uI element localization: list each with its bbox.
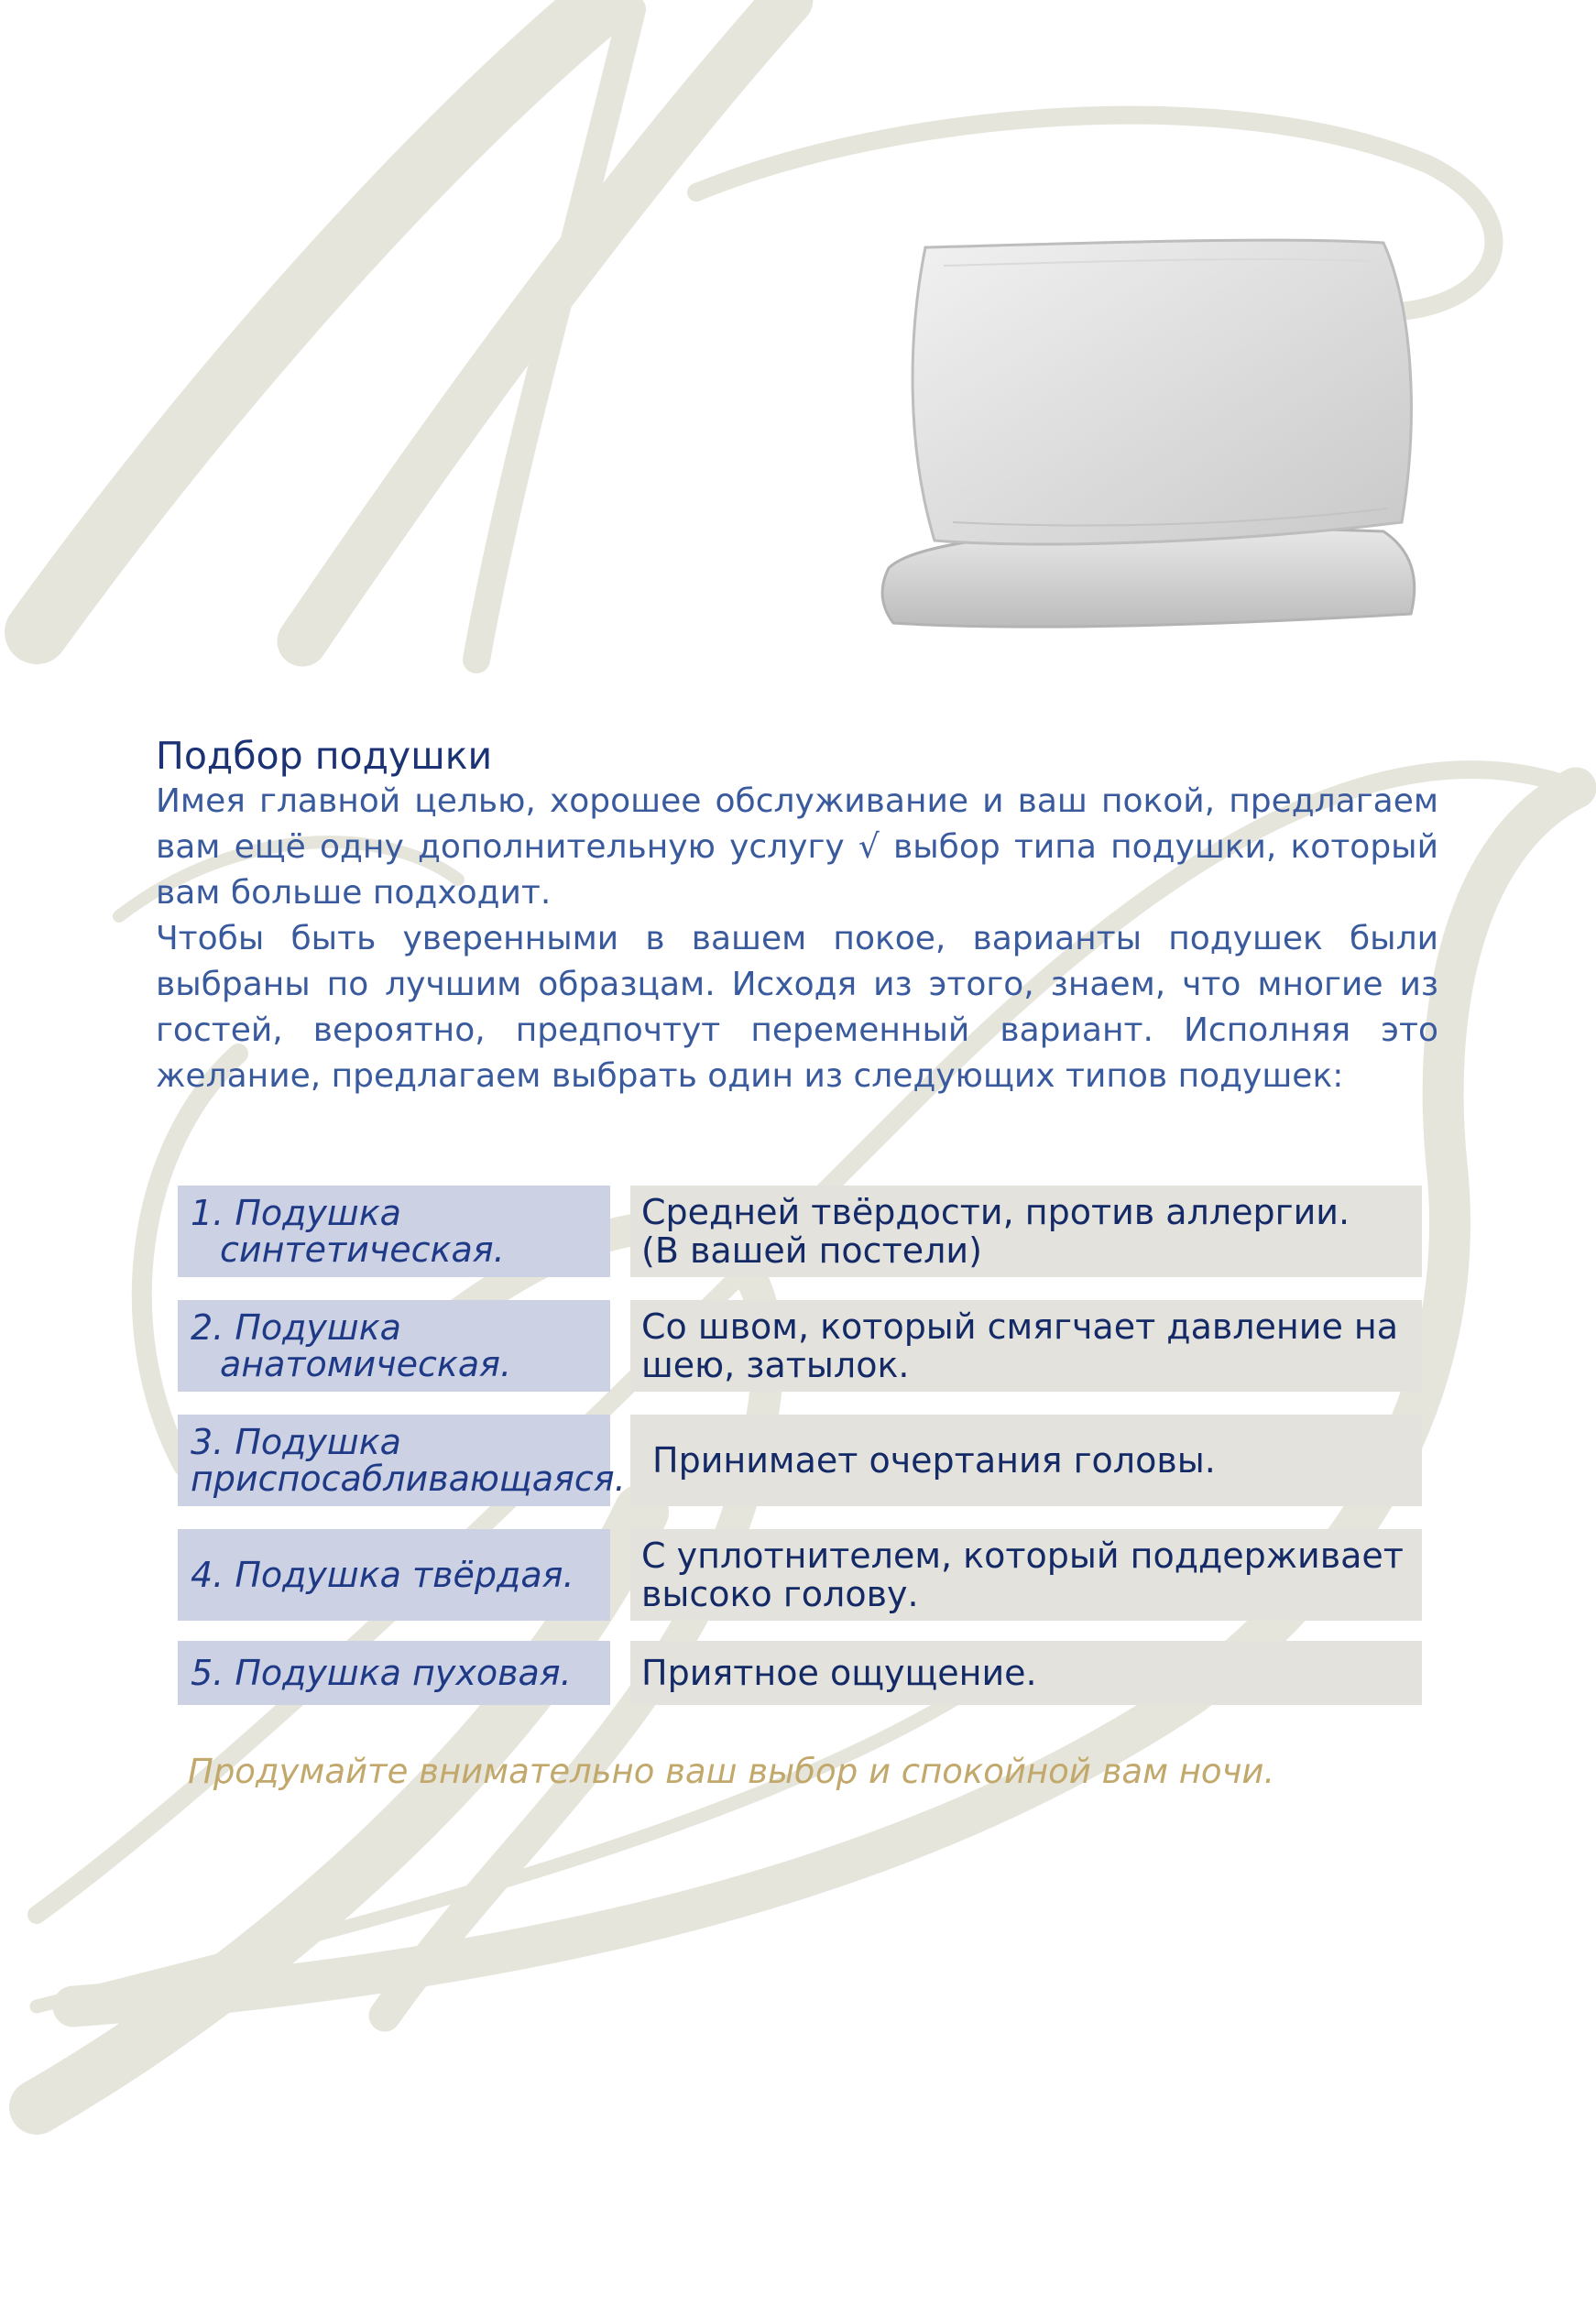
intro-text [156,779,1438,1099]
intro-paragraph-2: Чтобы быть уверенными в вашем покое, варианты подушек были выбраны по лучшим образцам. Исходя из этого, знаем, что многие из гостей, вероятно, предпочтут переменный вариант. Исполняя это желание, предлагаем выбрать один из следующих типов подушек: [156,920,1438,1095]
table-row [178,1529,1422,1621]
pillow-name-cell [178,1186,610,1277]
pillow-description-cell [630,1300,1422,1392]
pillow-name-cell [178,1529,610,1621]
closing-note: Продумайте внимательно ваш выбор и спокойной вам ночи. [188,1752,1275,1791]
table-row [178,1300,1422,1392]
pillow-name: 3. Подушка [191,1422,401,1462]
pillow-types-table [178,1186,1422,1728]
pillow-description-cell [630,1415,1422,1506]
pillow-name-cell [178,1641,610,1705]
pillow-name-continued: приспосабливающаяся. [191,1459,626,1499]
table-row [178,1641,1422,1705]
pillow-description: Принимает очертания головы. [652,1440,1216,1481]
pillow-name: 4. Подушка твёрдая. [191,1555,574,1595]
pillow-description: С уплотнителем, который поддерживает [641,1536,1404,1576]
pillow-name-continued: анатомическая. [220,1344,512,1384]
pillow-description-cell [630,1186,1422,1277]
pillow-name-cell [178,1415,626,1506]
intro-section [156,733,1438,1099]
pillow-description: Приятное ощущение. [641,1653,1037,1693]
page-title: Подбор подушки [156,734,493,778]
pillow-description-continued: высоко голову. [641,1574,919,1614]
pillow-description-continued: шею, затылок. [641,1345,910,1385]
pillow-name: 1. Подушка [191,1193,401,1233]
pillow-image [870,229,1457,650]
pillow-description: Средней твёрдости, против аллергии. [641,1192,1350,1232]
pillow-name-continued: синтетическая. [220,1230,505,1270]
pillow-name: 2. Подушка [191,1307,401,1348]
pillow-description-cell [630,1529,1422,1621]
pillow-name: 5. Подушка пуховая. [191,1653,572,1693]
pillow-description: Со швом, который смягчает давление на [641,1306,1399,1347]
table-row [178,1415,1422,1506]
pillow-description-continued: (В вашей постели) [641,1230,982,1271]
intro-paragraph-1: Имея главной целью, хорошее обслуживание и ваш покой, предлагаем вам ещё одну дополнительную услугу √ выбор типа подушки, который вам больше подходит. [156,782,1438,912]
table-row [178,1186,1422,1277]
pillow-description-cell [630,1641,1422,1705]
pillow-name-cell [178,1300,610,1392]
